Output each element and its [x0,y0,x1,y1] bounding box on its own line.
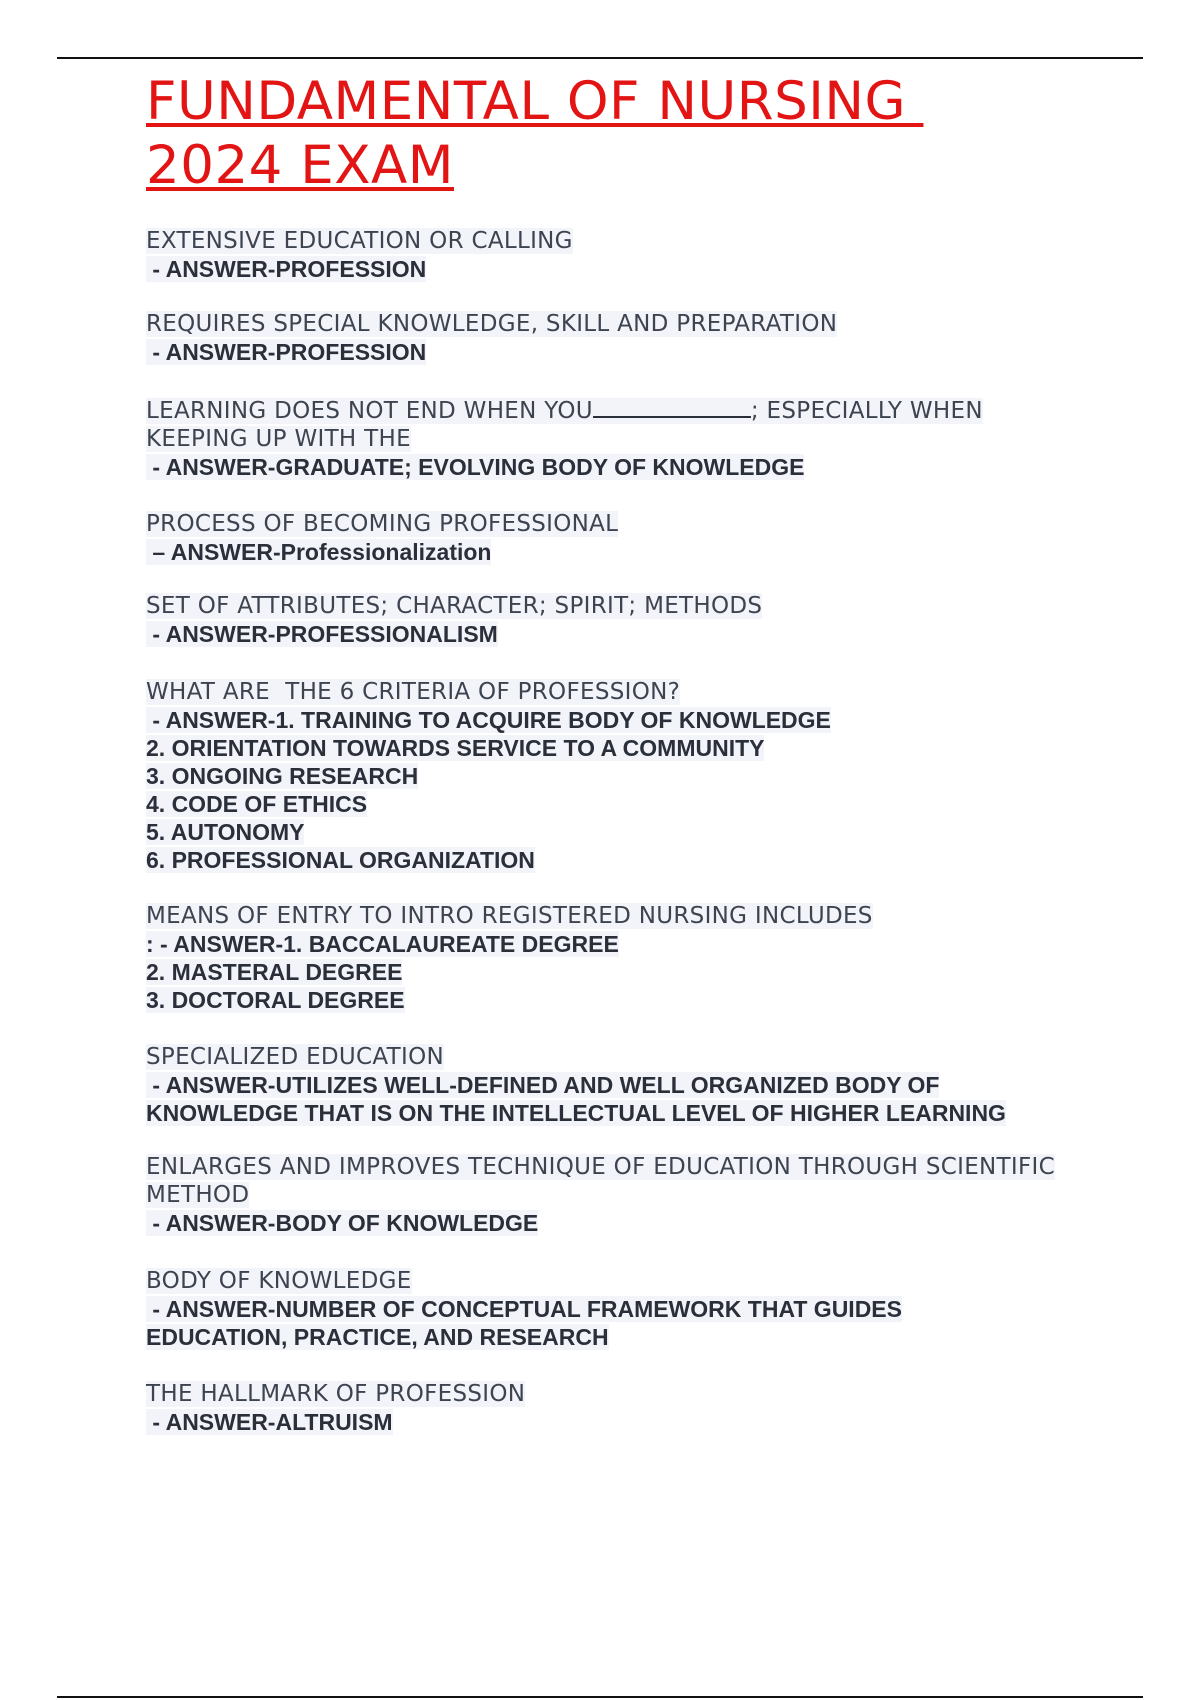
qa-item [146,1153,1055,1237]
qa-item [146,678,831,874]
answer: : - ANSWER-1. BACCALAUREATE DEGREE [146,931,619,957]
answer: KNOWLEDGE THAT IS ON THE INTELLECTUAL LEVEL OF HIGHER LEARNING [146,1100,1006,1126]
question: THE HALLMARK OF PROFESSION [146,1381,526,1407]
question-line-2: METHOD [146,1182,250,1208]
question-line-2: KEEPING UP WITH THE [146,426,411,452]
answer: - ANSWER-PROFESSION [146,339,427,365]
question: REQUIRES SPECIAL KNOWLEDGE, SKILL AND PREPARATION [146,311,838,337]
answer: 2. MASTERAL DEGREE [146,959,403,985]
answer: - ANSWER-1. TRAINING TO ACQUIRE BODY OF KNOWLEDGE [146,707,831,733]
question: MEANS OF ENTRY TO INTRO REGISTERED NURSING INCLUDES [146,903,873,929]
answer: 2. ORIENTATION TOWARDS SERVICE TO A COMMUNITY [146,735,765,761]
question: PROCESS OF BECOMING PROFESSIONAL [146,511,619,537]
answer: 6. PROFESSIONAL ORGANIZATION [146,847,535,873]
answer: 3. ONGOING RESEARCH [146,763,419,789]
title-line-1: FUNDAMENTAL OF NURSING [146,71,924,132]
qa-item [146,510,618,566]
answer: - ANSWER-ALTRUISM [146,1409,393,1435]
qa-item [146,902,873,1014]
qa-item [146,396,983,481]
answer: - ANSWER-UTILIZES WELL-DEFINED AND WELL ORGANIZED BODY OF [146,1072,940,1098]
qa-item [146,1043,1006,1127]
bottom-rule [57,1696,1143,1698]
question: WHAT ARE THE 6 CRITERIA OF PROFESSION? [146,679,681,705]
qa-item [146,592,762,648]
answer: 5. AUTONOMY [146,819,305,845]
document-title [146,70,1046,198]
answer: EDUCATION, PRACTICE, AND RESEARCH [146,1324,609,1350]
answer: - ANSWER-BODY OF KNOWLEDGE [146,1210,539,1236]
question: SPECIALIZED EDUCATION [146,1044,445,1070]
answer: - ANSWER-NUMBER OF CONCEPTUAL FRAMEWORK THAT GUIDES [146,1296,902,1322]
answer: - ANSWER-PROFESSIONALISM [146,621,498,647]
qa-item [146,227,573,283]
answer: 3. DOCTORAL DEGREE [146,987,405,1013]
answer: - ANSWER-PROFESSION [146,256,427,282]
qa-item [146,1380,525,1436]
answer: – ANSWER-Professionalization [146,539,492,565]
question: BODY OF KNOWLEDGE [146,1268,412,1294]
answer: 4. CODE OF ETHICS [146,791,368,817]
qa-item [146,310,837,366]
title-line-2: 2024 EXAM [146,135,455,196]
top-rule [57,57,1143,59]
question: EXTENSIVE EDUCATION OR CALLING [146,228,573,254]
question: LEARNING DOES NOT END WHEN YOU ; ESPECIALLY WHEN [146,398,983,424]
question: SET OF ATTRIBUTES; CHARACTER; SPIRIT; METHODS [146,593,763,619]
question: ENLARGES AND IMPROVES TECHNIQUE OF EDUCATION THROUGH SCIENTIFIC [146,1154,1055,1180]
fill-in-blank [593,396,751,418]
answer: - ANSWER-GRADUATE; EVOLVING BODY OF KNOWLEDGE [146,454,805,480]
qa-item [146,1267,902,1351]
